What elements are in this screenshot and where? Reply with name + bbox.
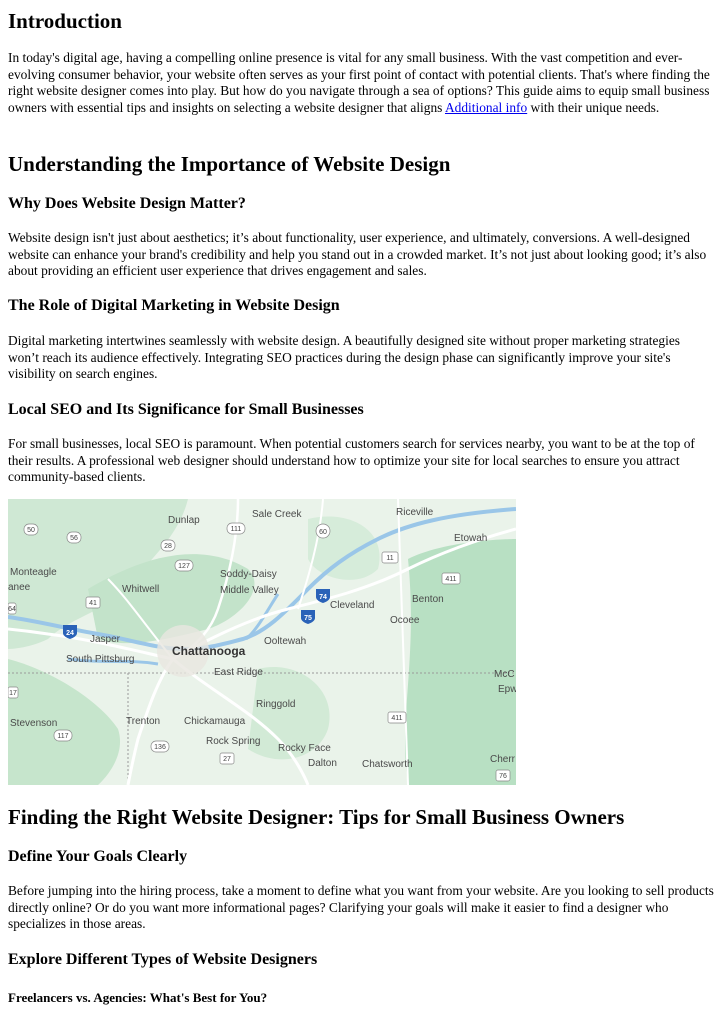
intro-heading: Introduction [8, 9, 122, 33]
map-label-rocky-face: Rocky Face [278, 743, 331, 754]
intro-paragraph [8, 50, 714, 116]
svg-text:41: 41 [89, 600, 97, 607]
route-shield [442, 573, 460, 584]
map-label-whitwell: Whitwell [122, 584, 160, 595]
map-label-south-pittsburg: South Pittsburg [66, 654, 135, 665]
route-shield [161, 540, 175, 551]
svg-text:50: 50 [27, 527, 35, 534]
route-shield [86, 597, 100, 608]
freelancers-vs-agencies-heading: Freelancers vs. Agencies: What's Best for You? [8, 990, 268, 1005]
map-label-cleveland: Cleveland [330, 600, 375, 611]
map-label-dalton: Dalton [308, 758, 337, 769]
map-label-dunlap: Dunlap [168, 515, 200, 526]
map-label-cherr: Cherr [490, 754, 516, 765]
svg-text:111: 111 [230, 526, 242, 533]
map-label-epw: Epw [498, 684, 516, 695]
understanding-heading: Understanding the Importance of Website Design [8, 152, 451, 176]
svg-text:411: 411 [391, 715, 403, 722]
map-label-soddy-daisy: Soddy-Daisy [220, 569, 277, 580]
svg-text:27: 27 [223, 756, 231, 763]
intro-text-end: with their unique needs. [527, 99, 660, 115]
local-seo-paragraph: For small businesses, local SEO is paramount. When potential customers search for services nearby, you want to be at the top of their results. A professional web designer should understand how to optimize your site for local searches to ensure you attract community-based clients. [8, 436, 695, 485]
map-label-rock-spring: Rock Spring [206, 736, 261, 747]
intro-text: In today's digital age, having a compelling online presence is vital for any small business. With the vast competition and ever-evolving consumer behavior, your website often serves as your first point of contact with potential clients. That's where finding the right website designer comes into play. But how do you navigate through a sea of options? This guide aims to equip small business owners with essential tips and insights on selecting a website designer that aligns [8, 50, 710, 115]
route-shield [54, 730, 72, 741]
route-shield [24, 524, 38, 535]
local-seo-heading: Local SEO and Its Significance for Small Businesses [8, 401, 364, 418]
map-label-east-ridge: East Ridge [214, 667, 263, 678]
why-design-paragraph: Website design isn't just about aesthetics; it’s about functionality, user experience, and ultimately, conversions. A well-designed website can enhance your brand's credibility and help you stand out in a crowded market. It’s not just about looking good; it’s also about providing an efficient user experience that drives engagement and sales. [8, 230, 707, 279]
svg-text:11: 11 [386, 555, 394, 562]
route-shield [8, 603, 16, 614]
map-label-trenton: Trenton [126, 716, 161, 727]
route-shield [151, 741, 169, 752]
svg-text:411: 411 [445, 576, 457, 583]
svg-text:76: 76 [499, 773, 507, 780]
map-label-mcc: McC [494, 669, 515, 680]
route-shield [175, 560, 193, 571]
map-label-anee: anee [8, 582, 31, 593]
route-shield [227, 523, 245, 534]
explore-types-heading: Explore Different Types of Website Designers [8, 951, 318, 968]
map-label-sale-creek: Sale Creek [252, 509, 302, 520]
map-label-jasper: Jasper [90, 634, 121, 645]
svg-text:28: 28 [164, 543, 172, 550]
finding-designer-heading: Finding the Right Website Designer: Tips for Small Business Owners [8, 805, 625, 829]
map-label-chatsworth: Chatsworth [362, 759, 413, 770]
route-shield [67, 532, 81, 543]
route-shield [8, 687, 18, 698]
map-label-ringgold: Ringgold [256, 699, 296, 710]
additional-info-link[interactable]: Additional info [444, 99, 528, 115]
map-label-chickamauga: Chickamauga [184, 716, 246, 727]
svg-text:17: 17 [9, 690, 17, 697]
map-image [8, 499, 516, 785]
map-label-etowah: Etowah [454, 533, 488, 544]
svg-text:117: 117 [57, 733, 69, 740]
map-label-stevenson: Stevenson [10, 718, 58, 729]
map-label-middle-valley: Middle Valley [220, 585, 279, 596]
define-goals-paragraph: Before jumping into the hiring process, take a moment to define what you want from your website. Are you looking to sell products directly online? Or do you want more informational pages? Clarifying your goals will make it easier to find a designer who specializes in those areas. [8, 883, 714, 932]
map-label-ocoee: Ocoee [390, 615, 420, 626]
svg-text:136: 136 [154, 744, 166, 751]
route-shield [382, 552, 398, 563]
map-label-chattanooga: Chattanooga [172, 644, 246, 658]
svg-text:24: 24 [66, 630, 74, 637]
svg-text:64: 64 [8, 606, 16, 613]
map-label-benton: Benton [412, 594, 444, 605]
route-shield [496, 770, 510, 781]
route-shield [316, 524, 330, 538]
svg-text:60: 60 [319, 529, 327, 536]
svg-text:56: 56 [70, 535, 78, 542]
digital-marketing-paragraph: Digital marketing intertwines seamlessly with website design. A beautifully designed site without proper marketing strategies won’t reach its audience effectively. Integrating SEO practices during the design phase can significantly improve your site's visibility on search engines. [8, 333, 680, 382]
map-label-ooltewah: Ooltewah [264, 636, 307, 647]
digital-marketing-heading: The Role of Digital Marketing in Website Design [8, 297, 340, 314]
why-design-heading: Why Does Website Design Matter? [8, 195, 246, 212]
svg-text:75: 75 [304, 615, 312, 622]
route-shield [220, 753, 234, 764]
svg-text:74: 74 [319, 594, 327, 601]
svg-text:127: 127 [178, 563, 190, 570]
map-label-riceville: Riceville [396, 507, 434, 518]
map-label-monteagle: Monteagle [10, 567, 57, 578]
define-goals-heading: Define Your Goals Clearly [8, 848, 188, 865]
route-shield [388, 712, 406, 723]
